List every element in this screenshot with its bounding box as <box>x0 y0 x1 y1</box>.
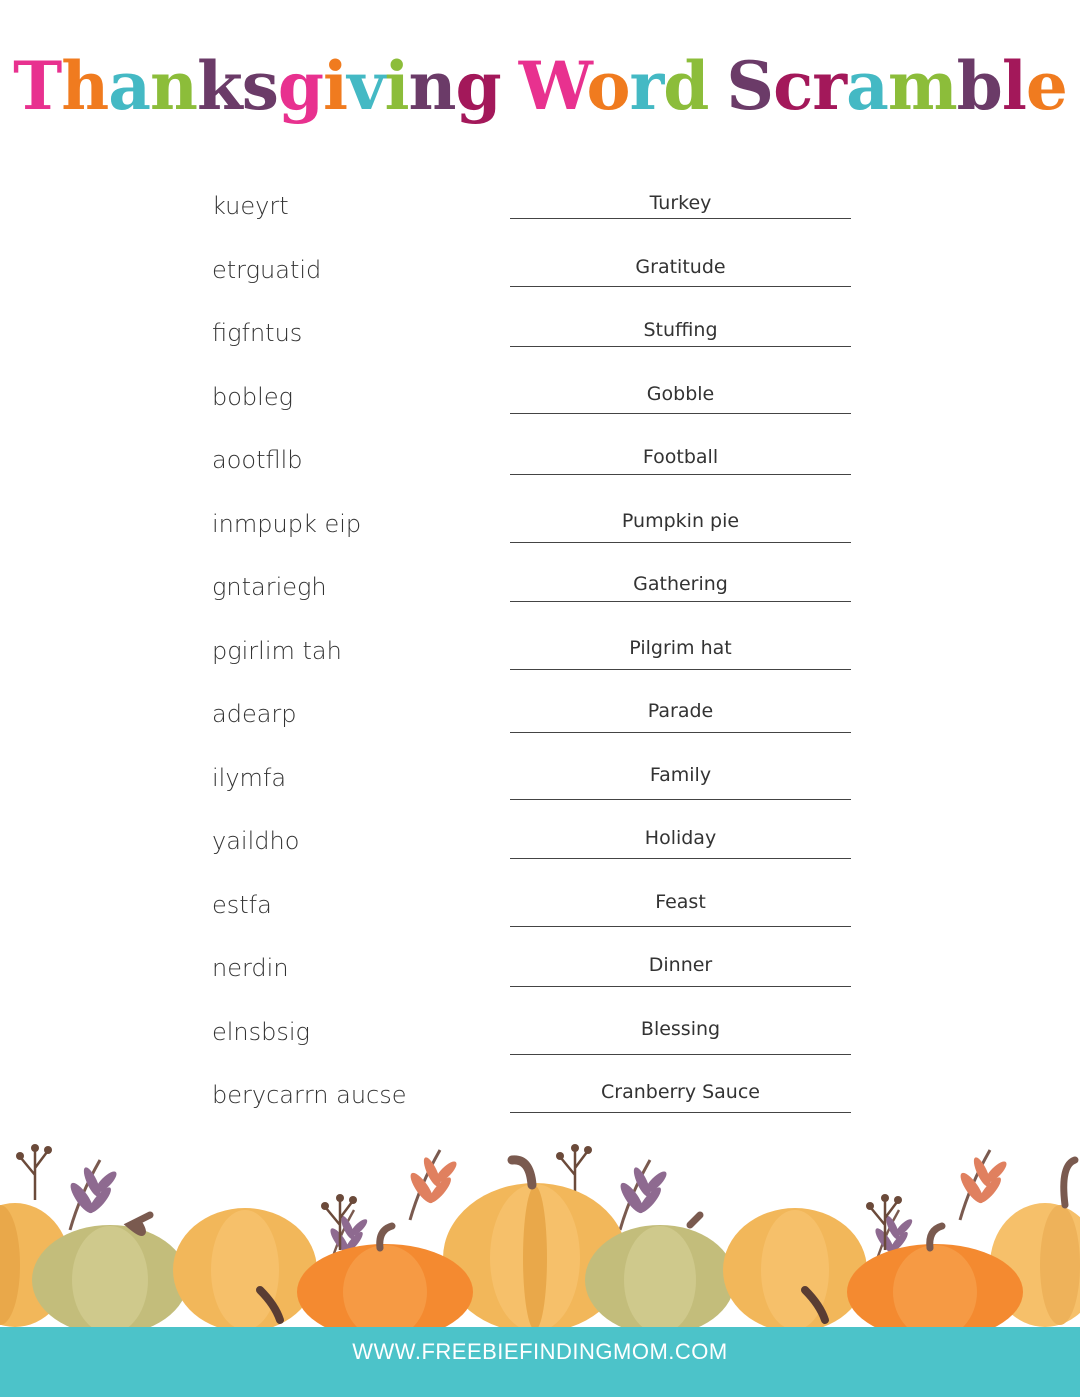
leaf-branch-icon <box>67 1160 120 1230</box>
berry-twig-icon <box>16 1144 52 1200</box>
scrambled-word: kueyrt <box>212 192 289 220</box>
title-letter: o <box>586 47 630 125</box>
pumpkin-icon <box>723 1208 867 1330</box>
word-row <box>0 758 1080 798</box>
answer-line <box>510 858 851 859</box>
scrambled-word: gntariegh <box>212 573 327 601</box>
answer-line <box>510 732 851 733</box>
footer-url[interactable]: WWW.FREEBIEFINDINGMOM.COM <box>352 1339 728 1364</box>
scrambled-word: nerdin <box>212 954 289 982</box>
title-letter: c <box>773 47 813 125</box>
leaf-branch-icon <box>407 1150 460 1220</box>
title-letter: a <box>108 47 150 125</box>
answer-word: Stuffing <box>643 319 718 341</box>
word-row <box>0 504 1080 544</box>
footer-bar <box>0 1327 1080 1397</box>
word-row <box>0 631 1080 671</box>
title-letter: k <box>196 47 242 125</box>
autumn-border <box>0 1130 1080 1330</box>
answer-word: Blessing <box>640 1018 721 1040</box>
title-letter: S <box>726 47 774 125</box>
scrambled-word: inmpupk eip <box>212 510 362 538</box>
answer-word: Dinner <box>648 954 713 976</box>
answer-line <box>510 799 851 800</box>
title-letter: h <box>61 47 109 125</box>
answer-line <box>510 474 851 475</box>
word-row <box>0 1012 1080 1052</box>
answer-word: Gobble <box>646 383 715 405</box>
answer-line <box>510 286 851 287</box>
answer-word: Pumpkin pie <box>621 510 740 532</box>
scrambled-word: elnsbsig <box>212 1018 310 1046</box>
scrambled-word: bobleg <box>212 383 293 411</box>
title-letter: s <box>241 47 278 125</box>
title-letter: r <box>812 47 847 125</box>
scrambled-word: ilymfa <box>212 764 287 792</box>
word-row <box>0 567 1080 607</box>
title-letter: d <box>663 47 709 125</box>
word-row <box>0 821 1080 861</box>
answer-word: Family <box>649 764 712 786</box>
answer-word: Parade <box>647 700 714 722</box>
scrambled-word: estfa <box>212 891 272 919</box>
answer-word: Football <box>642 446 719 468</box>
word-row <box>0 313 1080 353</box>
title-letter: i <box>384 47 409 125</box>
leaf-branch-icon <box>617 1160 670 1230</box>
answer-line <box>510 926 851 927</box>
answer-word: Gratitude <box>635 256 726 278</box>
word-row <box>0 250 1080 290</box>
title-letter: b <box>956 47 1002 125</box>
word-row <box>0 1075 1080 1115</box>
word-row <box>0 948 1080 988</box>
title-letter: r <box>629 47 664 125</box>
scrambled-word: aootfllb <box>212 446 303 474</box>
title-letter: i <box>323 47 348 125</box>
answer-word: Turkey <box>649 192 712 214</box>
answer-word: Pilgrim hat <box>629 637 732 659</box>
scrambled-word: pgirlim tah <box>212 637 342 665</box>
title-letter: g <box>277 47 324 125</box>
answer-word: Holiday <box>644 827 717 849</box>
title-letter: n <box>408 47 456 125</box>
scrambled-word: berycarrn aucse <box>212 1081 407 1109</box>
title-letter: T <box>13 47 62 125</box>
title-letter: v <box>347 47 385 125</box>
word-row <box>0 694 1080 734</box>
title-letter: W <box>518 47 587 125</box>
scrambled-word: adearp <box>212 700 297 728</box>
word-row <box>0 186 1080 226</box>
answer-word: Gathering <box>633 573 728 595</box>
answer-word: Feast <box>655 891 706 913</box>
scrambled-word: etrguatid <box>212 256 322 284</box>
word-row <box>0 440 1080 480</box>
scrambled-word: figfntus <box>212 319 303 347</box>
title-letter: a <box>846 47 888 125</box>
title-letter: m <box>887 47 957 125</box>
title-letter: n <box>149 47 197 125</box>
word-row <box>0 885 1080 925</box>
answer-line <box>510 601 851 602</box>
answer-line <box>510 218 851 219</box>
leaf-branch-icon <box>957 1150 1010 1220</box>
answer-line <box>510 669 851 670</box>
scrambled-word: yaildho <box>212 827 300 855</box>
answer-word: Cranberry Sauce <box>601 1081 760 1103</box>
answer-line <box>510 413 851 414</box>
answer-line <box>510 986 851 987</box>
answer-line <box>510 1054 851 1055</box>
pumpkin-icon <box>173 1208 317 1330</box>
answer-line <box>510 346 851 347</box>
answer-line <box>510 1112 851 1113</box>
title-letter: g <box>455 47 501 125</box>
title-letter: l <box>1001 47 1026 125</box>
title-letter: e <box>1025 47 1067 125</box>
answer-line <box>510 542 851 543</box>
word-row <box>0 377 1080 417</box>
